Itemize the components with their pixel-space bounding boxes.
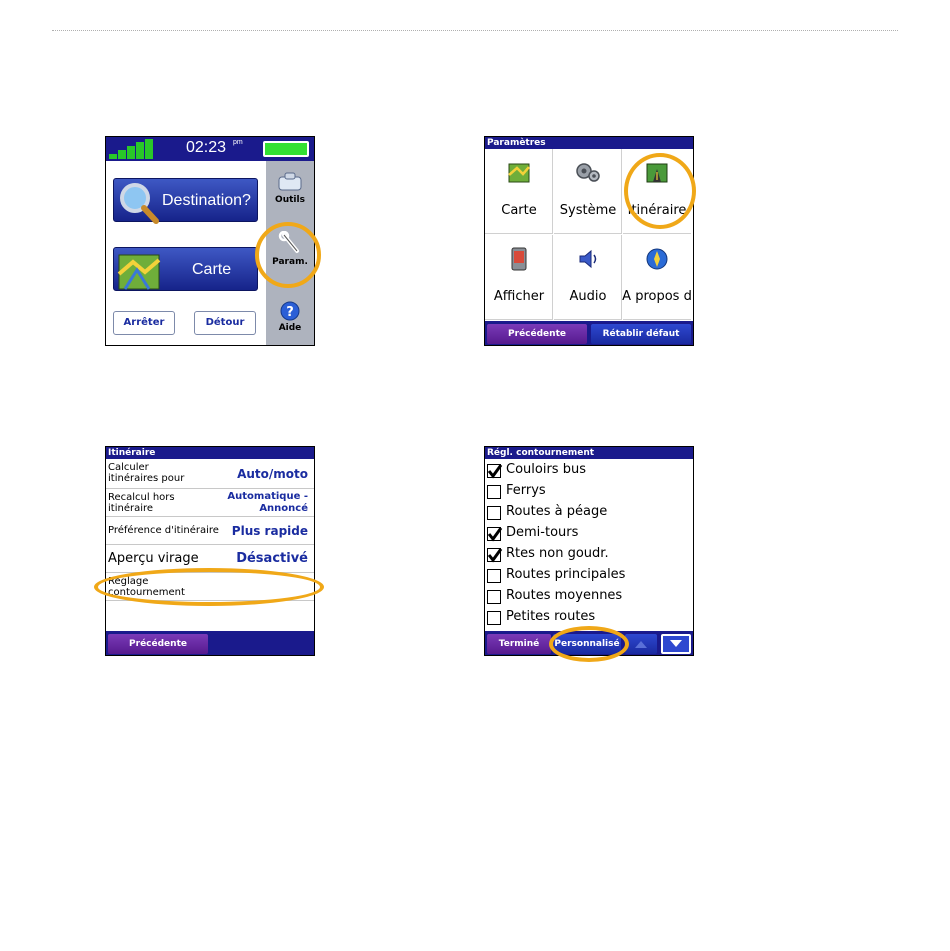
off-route-recalc-value: Automatique - Annoncé [227, 491, 308, 514]
calculate-routes-label: Calculer itinéraires pour [108, 462, 185, 484]
display-device-icon [507, 247, 531, 271]
scroll-down-button[interactable] [661, 634, 691, 654]
avoid-option-label: Routes principales [506, 567, 626, 582]
tools-button[interactable] [266, 171, 314, 205]
route-settings-screen [105, 446, 315, 656]
settings-title: Paramètres [485, 137, 693, 149]
magnifier-icon [115, 181, 161, 225]
help-icon [279, 301, 301, 321]
page-top-rule [52, 30, 898, 31]
system-settings-label: Système [559, 203, 617, 218]
clock-time: 02:23 [186, 139, 227, 156]
avoid-option-checkbox[interactable] [487, 506, 501, 520]
route-settings-label: Itinéraire [627, 203, 687, 218]
avoid-option-checkbox[interactable] [487, 590, 501, 604]
settings-bottom-bar [485, 321, 693, 346]
turn-preview-value: Désactivé [236, 551, 308, 566]
display-settings-label: Afficher [493, 289, 545, 304]
compass-about-icon [645, 247, 669, 271]
detour-button[interactable]: Détour [194, 311, 256, 335]
avoid-option-checkbox[interactable] [487, 485, 501, 499]
back-button[interactable]: Précédente [487, 324, 587, 344]
battery-icon [263, 141, 309, 157]
wrench-icon [277, 231, 303, 255]
avoidance-bottom-bar [485, 631, 693, 656]
avoidance-screen [484, 446, 694, 656]
signal-bars-icon [109, 139, 161, 159]
settings-label: Param. [272, 257, 308, 267]
avoidance-setup-row[interactable] [106, 573, 314, 601]
calculate-routes-row[interactable] [106, 459, 314, 489]
audio-settings-label: Audio [569, 289, 607, 304]
main-menu-body [106, 161, 266, 346]
side-toolbar [266, 161, 314, 346]
avoid-option-label: Ferrys [506, 483, 546, 498]
customize-button-label: Personnalisé [554, 639, 620, 649]
about-settings-tile[interactable] [623, 235, 691, 320]
about-settings-label: A propos d [622, 289, 692, 304]
avoid-option-checkbox[interactable] [487, 611, 501, 625]
route-preference-label: Préférence d'itinéraire [108, 525, 219, 536]
avoid-option-label: Petites routes [506, 609, 596, 624]
map-icon [115, 250, 161, 294]
map-settings-tile[interactable] [485, 149, 553, 234]
system-gears-icon [570, 161, 604, 185]
turn-preview-row[interactable] [106, 545, 314, 573]
avoid-option-checkbox[interactable] [487, 527, 501, 541]
avoid-option-checkbox[interactable] [487, 569, 501, 583]
display-settings-tile[interactable] [485, 235, 553, 320]
scroll-up-button[interactable] [625, 634, 657, 654]
avoid-option-checkbox[interactable] [487, 464, 501, 478]
system-settings-tile[interactable] [554, 149, 622, 234]
help-button[interactable] [266, 301, 314, 333]
svg-text:?: ? [286, 305, 294, 320]
avoidance-title: Régl. contournement [485, 447, 693, 459]
off-route-recalc-label: Recalcul hors itinéraire [108, 492, 175, 514]
turn-preview-label: Aperçu virage [108, 551, 199, 566]
avoid-option-label: Demi-tours [506, 525, 579, 540]
destination-button[interactable] [113, 178, 258, 222]
checkmark-icon [487, 526, 503, 542]
speaker-icon [576, 247, 600, 271]
status-bar [106, 137, 314, 161]
off-route-recalc-row[interactable] [106, 489, 314, 517]
map-settings-label: Carte [501, 203, 537, 218]
route-settings-tile[interactable] [623, 149, 691, 234]
settings-screen [484, 136, 694, 346]
tools-label: Outils [275, 195, 305, 205]
help-label: Aide [278, 323, 302, 333]
reset-defaults-button[interactable]: Rétablir défaut [591, 324, 691, 344]
avoidance-setup-label: Réglage contournement [108, 576, 185, 598]
scroll-down-arrow-icon [669, 639, 683, 649]
done-button[interactable]: Terminé [487, 634, 551, 654]
avoid-option-label: Couloirs bus [506, 462, 586, 477]
audio-settings-tile[interactable] [554, 235, 622, 320]
settings-button[interactable] [266, 231, 314, 267]
route-settings-title: Itinéraire [106, 447, 314, 459]
route-preference-value: Plus rapide [231, 524, 308, 538]
checkmark-icon [487, 463, 503, 479]
stop-button[interactable]: Arrêter [113, 311, 175, 335]
map-button-label: Carte [192, 261, 232, 278]
avoid-option-label: Routes à péage [506, 504, 608, 519]
route-icon [645, 161, 669, 185]
avoid-option-label: Rtes non goudr. [506, 546, 609, 561]
back-button[interactable]: Précédente [108, 634, 208, 654]
clock-time-suffix: pm [233, 139, 243, 146]
checkmark-icon [487, 547, 503, 563]
map-button[interactable] [113, 247, 258, 291]
route-preference-row[interactable] [106, 517, 314, 545]
destination-button-label: Destination? [162, 192, 251, 209]
tools-icon [275, 171, 305, 193]
scroll-up-arrow-icon [634, 639, 648, 649]
avoid-option-label: Routes moyennes [506, 588, 623, 603]
calculate-routes-value: Auto/moto [237, 467, 308, 481]
map-icon [507, 161, 531, 185]
main-menu-screen [105, 136, 315, 346]
customize-button[interactable] [553, 634, 621, 654]
avoid-option-checkbox[interactable] [487, 548, 501, 562]
route-settings-bottom-bar [106, 631, 314, 656]
